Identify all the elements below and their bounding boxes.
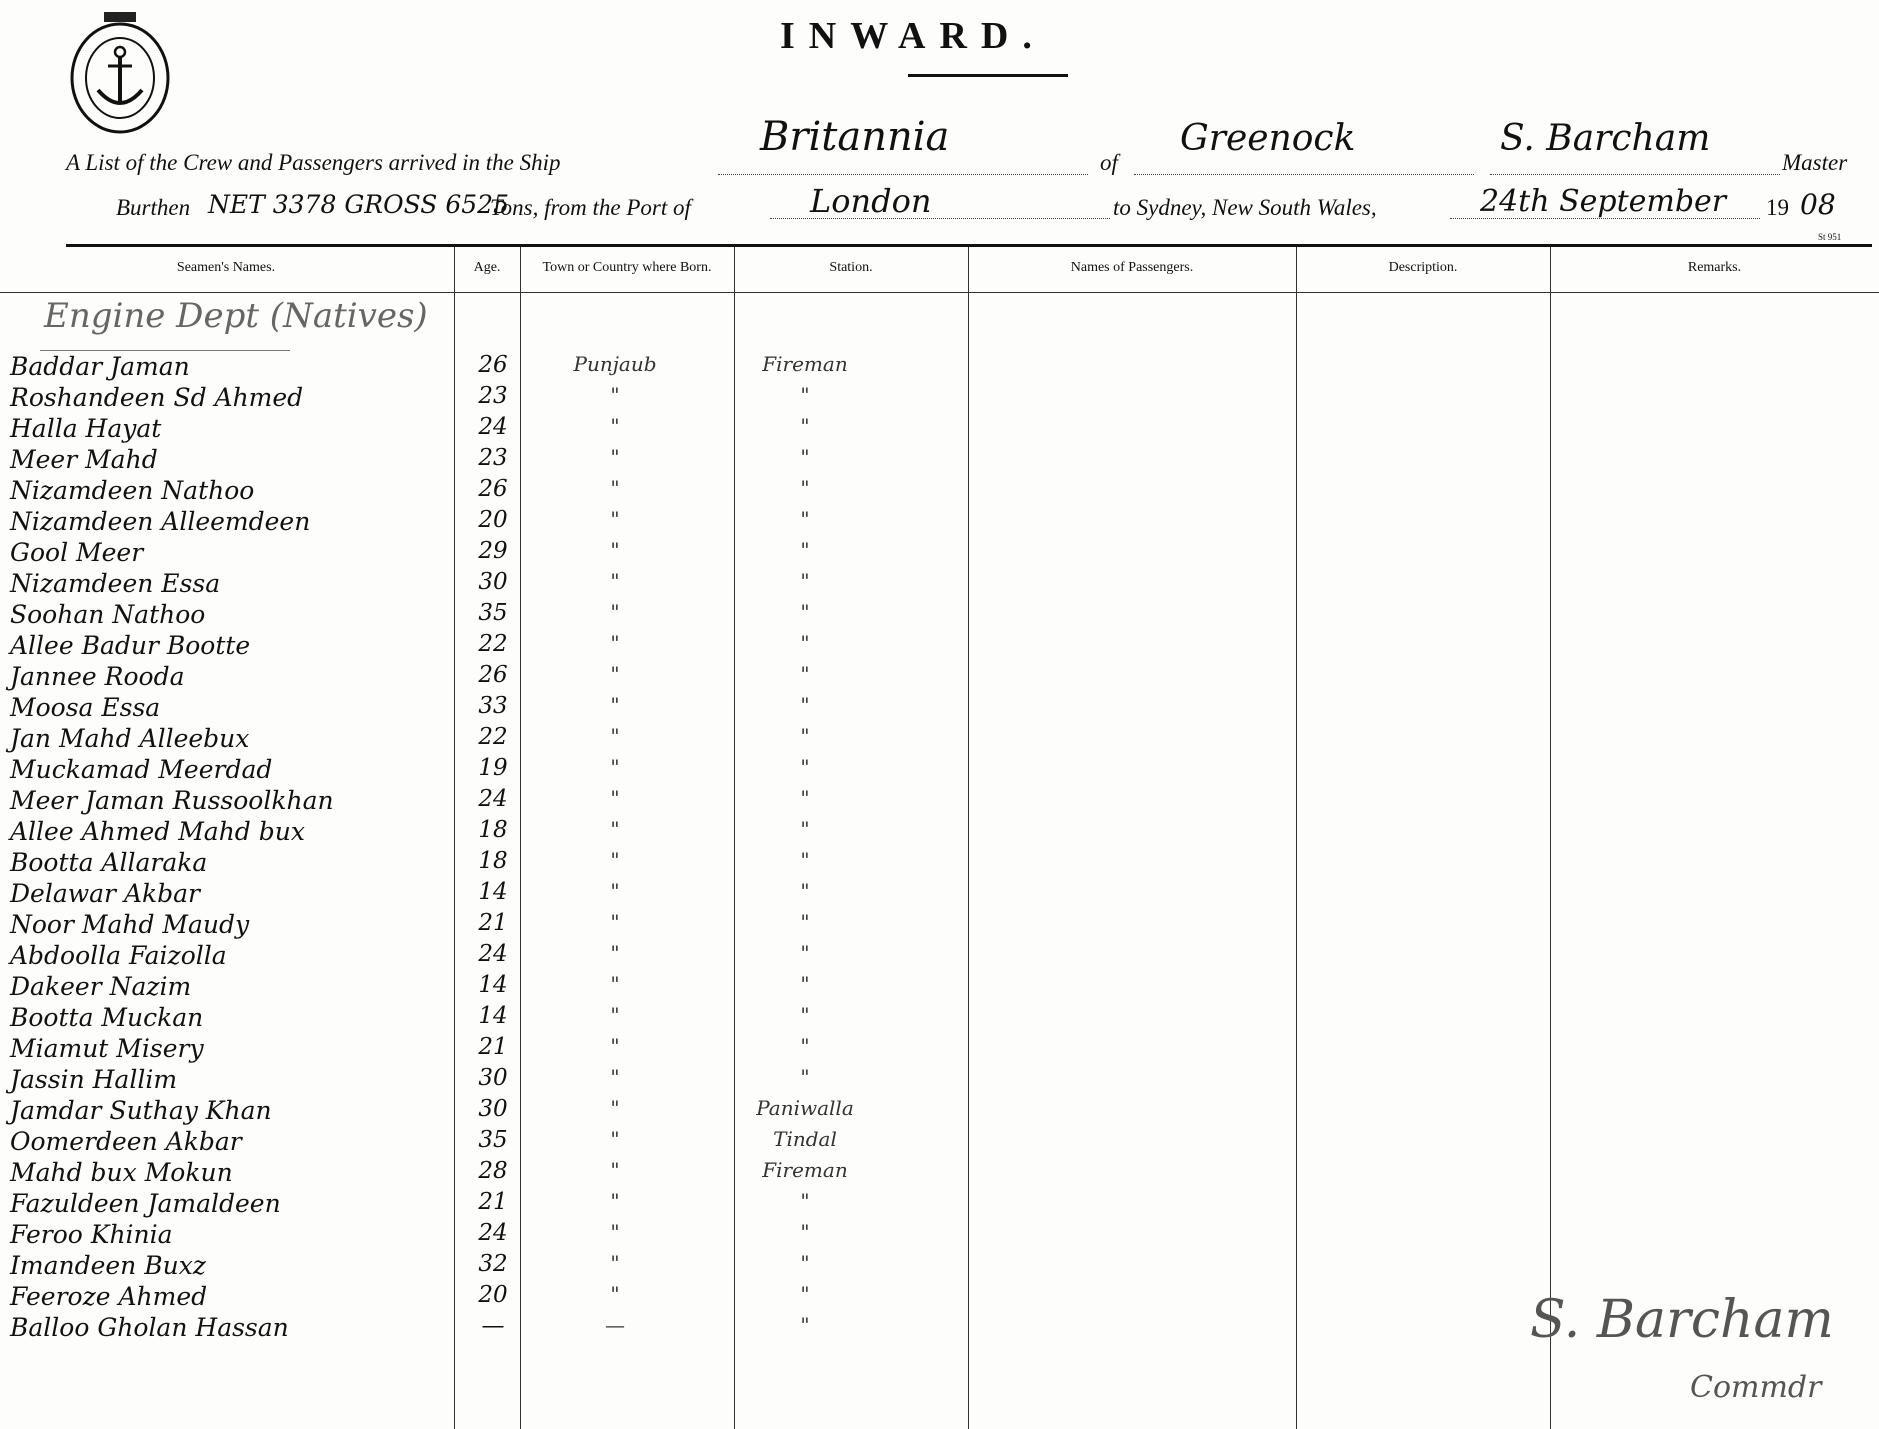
- seaman-station: ": [800, 476, 810, 500]
- table-row: [0, 848, 1879, 879]
- table-row: [0, 1096, 1879, 1127]
- of-label: of: [1100, 150, 1118, 175]
- table-row: [0, 1065, 1879, 1096]
- seaman-name: Fazuldeen Jamaldeen: [10, 1189, 281, 1218]
- seaman-age: 23: [478, 383, 508, 409]
- seaman-birthplace: ": [610, 724, 620, 748]
- seaman-station: ": [800, 693, 810, 717]
- seaman-birthplace: ": [610, 786, 620, 810]
- seaman-age: 23: [478, 445, 508, 471]
- seaman-age: 26: [478, 352, 508, 378]
- seaman-station: ": [800, 600, 810, 624]
- arrival-date: 24th September: [1480, 184, 1727, 219]
- section-title: Engine Dept (Natives): [44, 296, 428, 336]
- seaman-name: Balloo Gholan Hassan: [10, 1313, 289, 1342]
- seaman-age: 18: [478, 817, 508, 843]
- seaman-station: ": [800, 414, 810, 438]
- seaman-birthplace: ": [610, 569, 620, 593]
- seaman-name: Jamdar Suthay Khan: [10, 1096, 272, 1125]
- col-remarks: Remarks.: [1687, 260, 1742, 275]
- table-row: [0, 724, 1879, 755]
- seaman-name: Delawar Akbar: [10, 879, 201, 908]
- seaman-station: Fireman: [762, 1158, 848, 1182]
- seaman-station: ": [800, 1003, 810, 1027]
- seaman-age: 14: [478, 972, 508, 998]
- table-row: [0, 879, 1879, 910]
- seaman-station: ": [800, 1282, 810, 1306]
- table-row: [0, 910, 1879, 941]
- seaman-station: ": [800, 662, 810, 686]
- seaman-name: Feroo Khinia: [10, 1220, 173, 1249]
- column-header-rule: [0, 292, 1879, 293]
- table-row: [0, 1003, 1879, 1034]
- date-fill-line: [1450, 218, 1760, 219]
- seaman-age: 18: [478, 848, 508, 874]
- seaman-station: ": [800, 1251, 810, 1275]
- seaman-birthplace: —: [605, 1313, 625, 1337]
- seaman-station: ": [800, 848, 810, 872]
- seaman-station: Tindal: [773, 1127, 837, 1151]
- burthen-value: NET 3378 GROSS 6525: [208, 190, 509, 219]
- seaman-birthplace: ": [610, 972, 620, 996]
- seaman-age: 21: [478, 1189, 508, 1215]
- seaman-birthplace: ": [610, 941, 620, 965]
- seaman-name: Feeroze Ahmed: [10, 1282, 208, 1311]
- seaman-birthplace: ": [610, 910, 620, 934]
- seaman-birthplace: ": [610, 755, 620, 779]
- col-born: Town or Country where Born.: [542, 260, 712, 275]
- seaman-name: Allee Ahmed Mahd bux: [10, 817, 305, 846]
- table-row: [0, 1251, 1879, 1282]
- seaman-age: 24: [478, 1220, 508, 1246]
- seaman-age: 33: [478, 693, 508, 719]
- seaman-birthplace: ": [610, 848, 620, 872]
- seaman-age: 24: [478, 786, 508, 812]
- seaman-station: ": [800, 941, 810, 965]
- seaman-name: Dakeer Nazim: [10, 972, 192, 1001]
- seaman-station: ": [800, 1189, 810, 1213]
- to-label: to Sydney, New South Wales,: [1113, 195, 1377, 220]
- seaman-birthplace: ": [610, 1034, 620, 1058]
- table-row: [0, 972, 1879, 1003]
- table-row: [0, 941, 1879, 972]
- seaman-age: 19: [478, 755, 508, 781]
- table-row: [0, 631, 1879, 662]
- seaman-age: 30: [478, 1096, 508, 1122]
- seaman-station: ": [800, 1034, 810, 1058]
- seaman-name: Soohan Nathoo: [10, 600, 206, 629]
- tons-label: Tons, from the Port of: [490, 195, 691, 220]
- seaman-station: ": [800, 1065, 810, 1089]
- seaman-station: ": [800, 445, 810, 469]
- seaman-age: 20: [478, 1282, 508, 1308]
- burthen-label: Burthen: [116, 195, 191, 220]
- seaman-age: 21: [478, 1034, 508, 1060]
- seaman-age: 30: [478, 1065, 508, 1091]
- seaman-birthplace: ": [610, 414, 620, 438]
- seaman-station: ": [800, 910, 810, 934]
- table-row: [0, 1158, 1879, 1189]
- seaman-age: 28: [478, 1158, 508, 1184]
- seaman-age: 35: [478, 600, 508, 626]
- table-row: [0, 1127, 1879, 1158]
- seaman-birthplace: ": [610, 817, 620, 841]
- list-prefix: A List of the Crew and Passengers arrived in the Ship: [66, 150, 561, 175]
- seaman-station: ": [800, 755, 810, 779]
- table-row: [0, 507, 1879, 538]
- seaman-age: —: [481, 1313, 505, 1339]
- seaman-station: ": [800, 786, 810, 810]
- seaman-birthplace: ": [610, 1189, 620, 1213]
- seaman-birthplace: ": [610, 631, 620, 655]
- anchor-icon: [68, 12, 172, 134]
- seaman-age: 14: [478, 879, 508, 905]
- col-age: Age.: [473, 260, 501, 275]
- seaman-birthplace: ": [610, 662, 620, 686]
- table-row: [0, 600, 1879, 631]
- section-underline: [40, 350, 290, 351]
- seaman-birthplace: ": [610, 1065, 620, 1089]
- seaman-birthplace: ": [610, 693, 620, 717]
- table-row: [0, 476, 1879, 507]
- seaman-birthplace: ": [610, 1003, 620, 1027]
- page-title: INWARD.: [780, 15, 1046, 57]
- seaman-name: Nizamdeen Alleemdeen: [10, 507, 311, 536]
- table-row: [0, 1034, 1879, 1065]
- seaman-age: 20: [478, 507, 508, 533]
- seaman-birthplace: Punjaub: [573, 352, 657, 376]
- table-row: [0, 786, 1879, 817]
- table-row: [0, 445, 1879, 476]
- master-name: S. Barcham: [1500, 118, 1711, 159]
- seaman-name: Jassin Hallim: [10, 1065, 178, 1094]
- header-line-1: [66, 150, 561, 176]
- seaman-birthplace: ": [610, 538, 620, 562]
- seaman-station: Paniwalla: [756, 1096, 854, 1120]
- seaman-birthplace: ": [610, 879, 620, 903]
- port-of-registry: Greenock: [1180, 118, 1356, 159]
- seaman-name: Gool Meer: [10, 538, 144, 567]
- seaman-birthplace: ": [610, 1220, 620, 1244]
- registry-fill-line: [1134, 174, 1474, 175]
- seaman-age: 30: [478, 569, 508, 595]
- from-port-fill-line: [770, 218, 1110, 219]
- seaman-name: Imandeen Buxz: [10, 1251, 206, 1280]
- ship-fill-line: [718, 174, 1088, 175]
- table-row: [0, 817, 1879, 848]
- seaman-birthplace: ": [610, 1282, 620, 1306]
- seaman-name: Allee Badur Bootte: [10, 631, 251, 660]
- seaman-age: 22: [478, 631, 508, 657]
- seaman-station: ": [800, 538, 810, 562]
- table-row: [0, 693, 1879, 724]
- seaman-name: Nizamdeen Nathoo: [10, 476, 255, 505]
- year-suffix: 08: [1800, 188, 1836, 221]
- table-row: [0, 538, 1879, 569]
- seaman-station: ": [800, 1220, 810, 1244]
- seaman-station: ": [800, 879, 810, 903]
- seaman-birthplace: ": [610, 476, 620, 500]
- seaman-age: 32: [478, 1251, 508, 1277]
- seaman-station: ": [800, 724, 810, 748]
- form-number: St 951: [1818, 232, 1842, 242]
- seaman-name: Mahd bux Mokun: [10, 1158, 233, 1187]
- seaman-station: ": [800, 972, 810, 996]
- col-seamen-names: Seamen's Names.: [176, 260, 276, 275]
- table-row: [0, 662, 1879, 693]
- seaman-birthplace: ": [610, 1158, 620, 1182]
- table-row: [0, 383, 1879, 414]
- master-signature: S. Barcham: [1530, 1290, 1834, 1350]
- seaman-birthplace: ": [610, 600, 620, 624]
- seaman-name: Miamut Misery: [10, 1034, 204, 1063]
- seaman-station: ": [800, 631, 810, 655]
- header-rule: [66, 244, 1872, 247]
- table-row: [0, 569, 1879, 600]
- table-row: [0, 352, 1879, 383]
- seaman-name: Oomerdeen Akbar: [10, 1127, 242, 1156]
- table-row: [0, 755, 1879, 786]
- from-port: London: [810, 182, 932, 220]
- seaman-name: Meer Jaman Russoolkhan: [10, 786, 334, 815]
- seaman-name: Jan Mahd Alleebux: [10, 724, 250, 753]
- seaman-station: ": [800, 507, 810, 531]
- seaman-birthplace: ": [610, 1251, 620, 1275]
- seaman-name: Jannee Rooda: [10, 662, 185, 691]
- seaman-age: 24: [478, 414, 508, 440]
- title-underline: [908, 74, 1068, 77]
- seaman-age: 14: [478, 1003, 508, 1029]
- seaman-name: Bootta Muckan: [10, 1003, 204, 1032]
- seaman-age: 21: [478, 910, 508, 936]
- seaman-birthplace: ": [610, 1127, 620, 1151]
- seaman-age: 24: [478, 941, 508, 967]
- seaman-station: ": [800, 817, 810, 841]
- col-passengers: Names of Passengers.: [1070, 260, 1194, 275]
- col-station: Station.: [829, 260, 873, 275]
- seaman-name: Meer Mahd: [10, 445, 158, 474]
- col-description: Description.: [1388, 260, 1458, 275]
- seaman-name: Nizamdeen Essa: [10, 569, 221, 598]
- seaman-age: 26: [478, 662, 508, 688]
- seaman-name: Baddar Jaman: [10, 352, 190, 381]
- seaman-birthplace: ": [610, 383, 620, 407]
- ship-name: Britannia: [760, 114, 950, 160]
- seaman-name: Muckamad Meerdad: [10, 755, 273, 784]
- seaman-name: Roshandeen Sd Ahmed: [10, 383, 304, 412]
- seaman-age: 35: [478, 1127, 508, 1153]
- table-row: [0, 1189, 1879, 1220]
- seaman-name: Noor Mahd Maudy: [10, 910, 250, 939]
- shipping-masters-seal: [68, 12, 172, 134]
- seaman-birthplace: ": [610, 507, 620, 531]
- seaman-name: Bootta Allaraka: [10, 848, 208, 877]
- seaman-birthplace: ": [610, 1096, 620, 1120]
- seaman-name: Abdoolla Faizolla: [10, 941, 227, 970]
- seaman-age: 22: [478, 724, 508, 750]
- seaman-age: 29: [478, 538, 508, 564]
- table-row: [0, 1220, 1879, 1251]
- master-label: Master: [1782, 150, 1848, 175]
- seaman-name: Moosa Essa: [10, 693, 161, 722]
- seaman-station: Fireman: [762, 352, 848, 376]
- seaman-station: ": [800, 569, 810, 593]
- signature-title: Commdr: [1690, 1370, 1822, 1405]
- table-row: [0, 414, 1879, 445]
- master-fill-line: [1490, 174, 1780, 175]
- seaman-station: ": [800, 1313, 810, 1337]
- seaman-station: ": [800, 383, 810, 407]
- seaman-birthplace: ": [610, 445, 620, 469]
- seaman-age: 26: [478, 476, 508, 502]
- year-prefix: 19: [1766, 195, 1789, 220]
- seaman-name: Halla Hayat: [10, 414, 162, 443]
